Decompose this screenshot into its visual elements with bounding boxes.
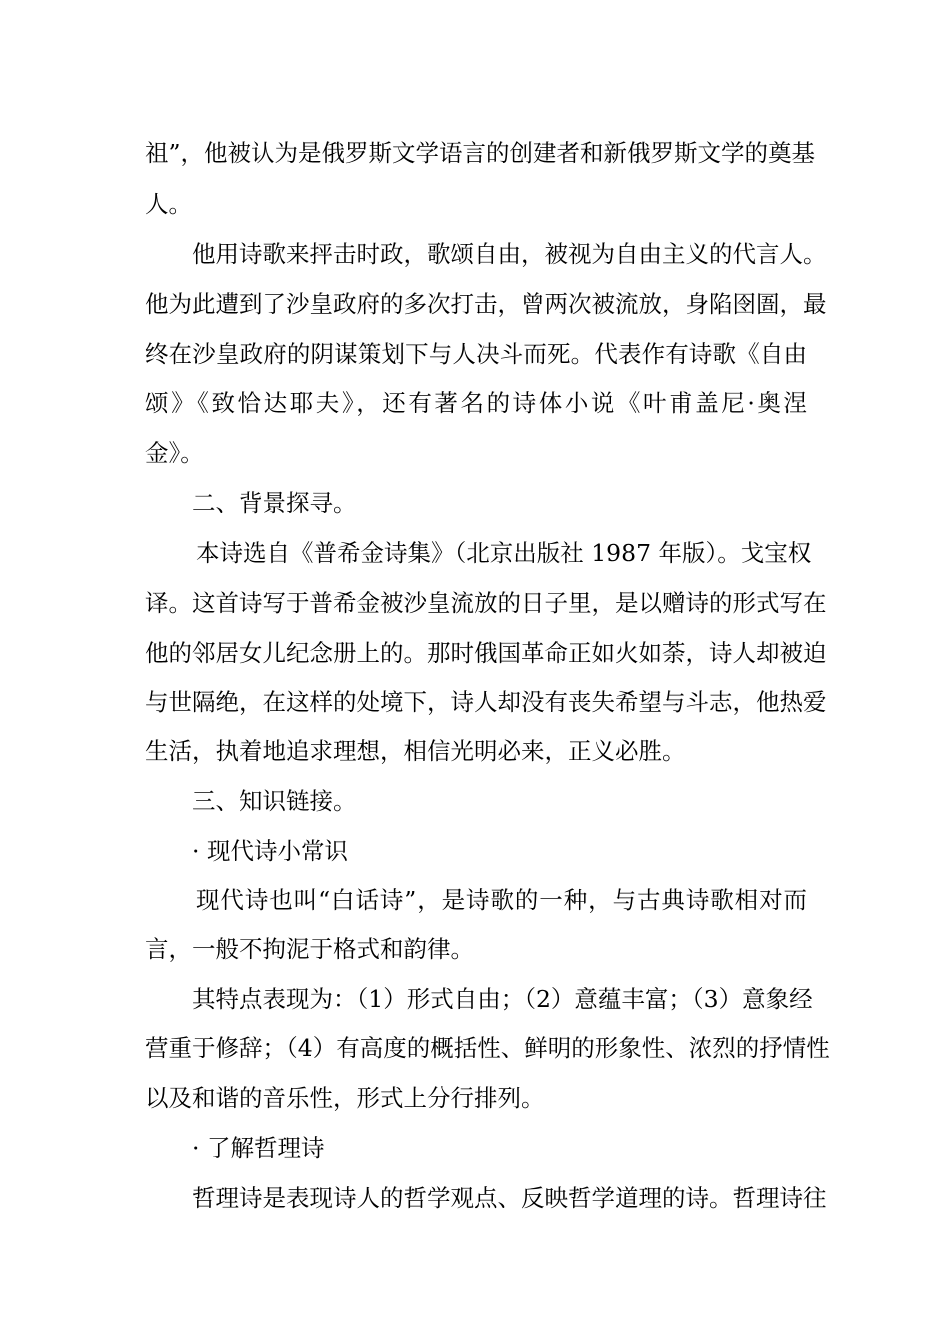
text-line: 生活，执着地追求理想，相信光明必来，正义必胜。 (145, 737, 686, 765)
text-line: 颂》《致恰达耶夫》，还有著名的诗体小说《叶甫盖尼·奥涅 (145, 389, 807, 417)
text-line: 言，一般不拘泥于格式和韵律。 (145, 935, 474, 963)
text-line: 终在沙皇政府的阴谋策划下与人决斗而死。代表作有诗歌《自由 (145, 340, 807, 368)
text-line: 本诗选自《普希金诗集》（北京出版社 1987 年版）。戈宝权 (196, 539, 812, 567)
text-line: 译。这首诗写于普希金被沙皇流放的日子里，是以赠诗的形式写在 (145, 589, 827, 617)
text-line: 以及和谐的音乐性，形式上分行排列。 (145, 1084, 545, 1112)
section-heading: 三、知识链接。 (192, 787, 357, 815)
text-line: 人。 (145, 190, 192, 218)
text-line: 祖”，他被认为是俄罗斯文学语言的创建者和新俄罗斯文学的奠基 (145, 139, 816, 167)
text-line: 他为此遭到了沙皇政府的多次打击，曾两次被流放，身陷囹圄，最 (145, 290, 827, 318)
text-line: 他的邻居女儿纪念册上的。那时俄国革命正如火如荼，诗人却被迫 (145, 639, 827, 667)
bullet-subheading: · 了解哲理诗 (192, 1134, 325, 1162)
text-line: 营重于修辞；（4）有高度的概括性、鲜明的形象性、浓烈的抒情性 (145, 1034, 830, 1062)
text-line: 金》。 (145, 439, 204, 467)
text-line: 与世隔绝，在这样的处境下，诗人却没有丧失希望与斗志，他热爱 (145, 688, 827, 716)
text-line: 现代诗也叫“白话诗”，是诗歌的一种，与古典诗歌相对而 (196, 886, 807, 914)
section-heading: 二、背景探寻。 (192, 489, 357, 517)
bullet-subheading: · 现代诗小常识 (192, 837, 348, 865)
text-line: 哲理诗是表现诗人的哲学观点、反映哲学道理的诗。哲理诗往 (192, 1184, 827, 1212)
text-line: 他用诗歌来抨击时政，歌颂自由，被视为自由主义的代言人。 (192, 240, 827, 268)
text-line: 其特点表现为：（1）形式自由；（2）意蕴丰富；（3）意象经 (192, 985, 813, 1013)
